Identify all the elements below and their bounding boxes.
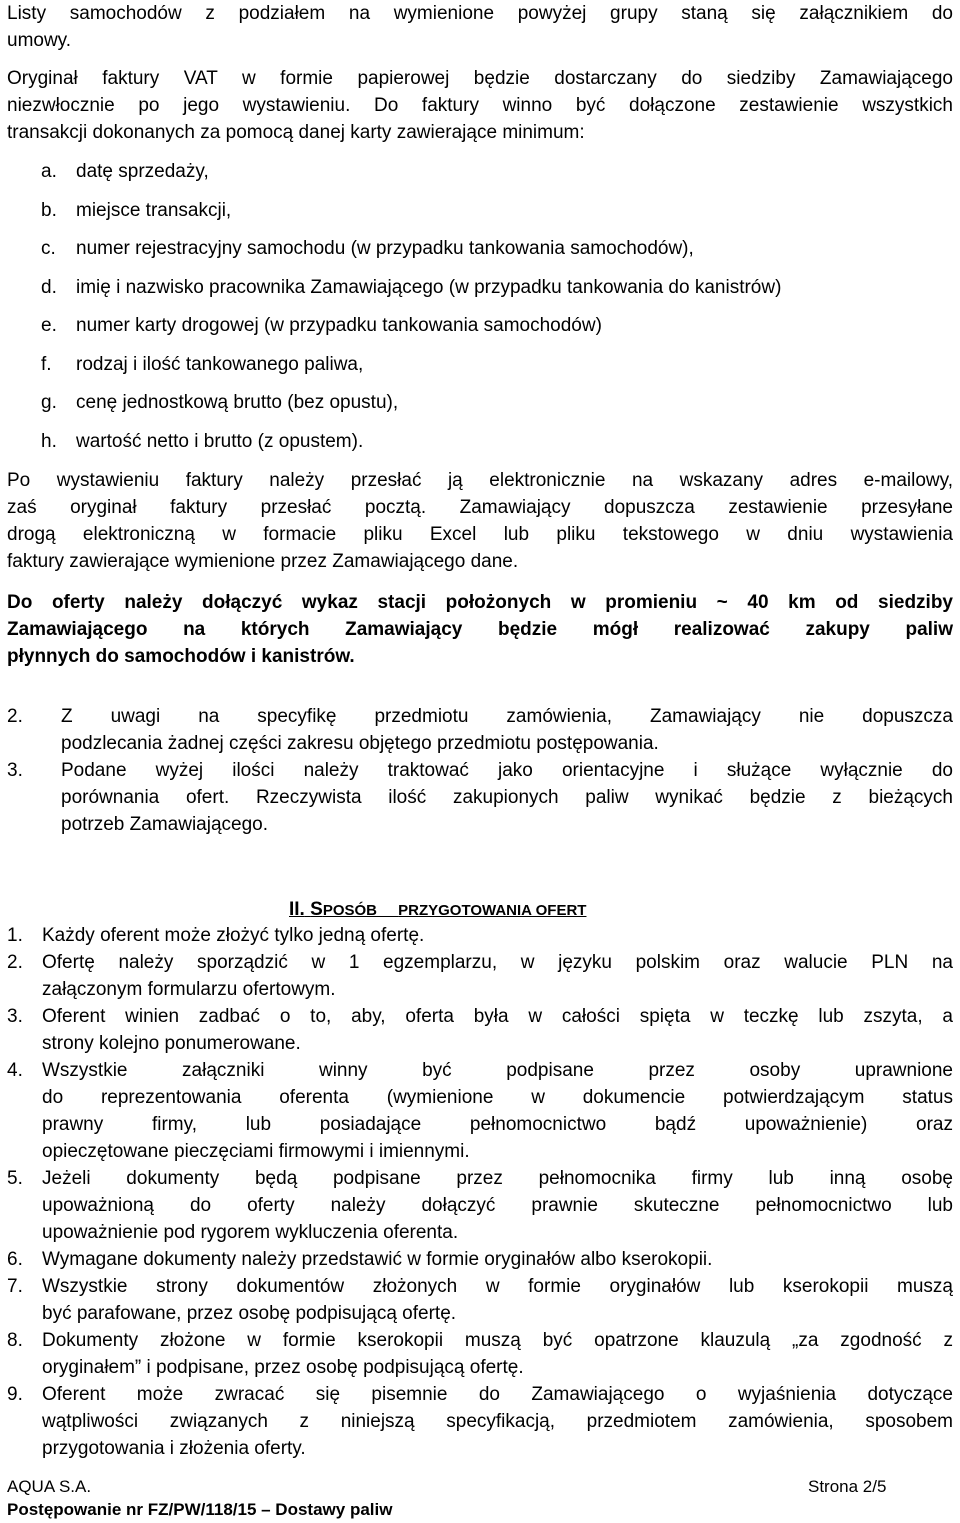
list-item-line: Podane wyżej ilości należy traktować jako orientacyjne i służące wyłącznie do — [61, 760, 953, 781]
list-number: 2. — [7, 952, 23, 973]
list-marker: h. — [41, 431, 57, 452]
stations-paragraph-line-2: Zamawiającego na których Zamawiający będzie mógł realizować zakupy paliw — [7, 619, 953, 640]
list-item-line: Oferent może zwracać się pisemnie do Zamawiającego o wyjaśnienia dotyczące — [42, 1384, 953, 1405]
list-item-text: rodzaj i ilość tankowanego paliwa, — [76, 354, 364, 375]
list-item-line: Z uwagi na specyfikę przedmiotu zamówienia, Zamawiający nie dopuszcza — [61, 706, 953, 727]
list-number: 8. — [7, 1330, 23, 1351]
footer-procedure: Postępowanie nr FZ/PW/118/15 – Dostawy paliw — [7, 1500, 393, 1519]
intro-line-4: niezwłocznie po jego wystawieniu. Do faktury winno być dołączone zestawienie wszystkich — [7, 95, 953, 116]
section-heading — [289, 896, 586, 925]
list-item-text: numer rejestracyjny samochodu (w przypadku tankowania samochodów), — [76, 238, 694, 259]
list-item-line: upoważnienie pod rygorem wykluczenia oferenta. — [42, 1222, 459, 1243]
invoice-paragraph-line-3: drogą elektroniczną w formacie pliku Excel lub pliku tekstowego w dniu wystawienia — [7, 524, 953, 545]
footer-company: AQUA S.A. — [7, 1477, 92, 1496]
list-item-line: Dokumenty złożone w formie kserokopii muszą być opatrzone klauzulą „za zgodność z — [42, 1330, 953, 1351]
list-marker: g. — [41, 392, 57, 413]
section-title-word: POSÓB — [322, 902, 377, 919]
section-number: II. — [289, 899, 305, 920]
list-item-line: do reprezentowania oferenta (wymienione w dokumencie potwierdzającym status — [42, 1087, 953, 1108]
list-number: 7. — [7, 1276, 23, 1297]
list-number: 3. — [7, 1006, 23, 1027]
list-item-line: Każdy oferent może złożyć tylko jedną ofertę. — [42, 925, 425, 946]
list-item-line: podzlecania żadnej części zakresu objętego przedmiotu postępowania. — [61, 733, 659, 754]
intro-line-5: transakcji dokonanych za pomocą danej karty zawierające minimum: — [7, 122, 585, 143]
list-item-text: datę sprzedaży, — [76, 161, 209, 182]
list-item-text: cenę jednostkową brutto (bez opustu), — [76, 392, 399, 413]
intro-line-2: umowy. — [7, 30, 72, 51]
list-item-line: Oferent winien zadbać o to, aby, oferta była w całości spięta w teczkę lub zszyta, a — [42, 1006, 953, 1027]
list-marker: c. — [41, 238, 56, 259]
list-number: 2. — [7, 706, 23, 727]
list-marker: b. — [41, 200, 57, 221]
list-number: 3. — [7, 760, 23, 781]
list-number: 9. — [7, 1384, 23, 1405]
list-number: 6. — [7, 1249, 23, 1270]
list-item-line: Ofertę należy sporządzić w 1 egzemplarzu, w języku polskim oraz walucie PLN na — [42, 952, 953, 973]
list-item-line: opieczętowane pieczęciami firmowymi i imiennymi. — [42, 1141, 470, 1162]
intro-line-3: Oryginał faktury VAT w formie papierowej będzie dostarczany do siedziby Zamawiającego — [7, 68, 953, 89]
list-item-line: upoważnioną do oferty należy dołączyć prawnie skuteczne pełnomocnictwo lub — [42, 1195, 953, 1216]
list-number: 5. — [7, 1168, 23, 1189]
list-number: 1. — [7, 925, 23, 946]
invoice-paragraph-line-1: Po wystawieniu faktury należy przesłać ją elektronicznie na wskazany adres e-mailowy, — [7, 470, 953, 491]
list-item-line: Wszystkie strony dokumentów złożonych w formie oryginałów lub kserokopii muszą — [42, 1276, 953, 1297]
list-item-text: wartość netto i brutto (z opustem). — [76, 431, 364, 452]
list-item-text: numer karty drogowej (w przypadku tankowania samochodów) — [76, 315, 602, 336]
list-marker: f. — [41, 354, 52, 375]
intro-line-1: Listy samochodów z podziałem na wymienione powyżej grupy staną się załącznikiem do — [7, 3, 953, 24]
list-item-line: przygotowania i złożenia oferty. — [42, 1438, 306, 1459]
section-title-initial: S — [310, 899, 323, 920]
list-item-text: miejsce transakcji, — [76, 200, 232, 221]
section-title-rest: PRZYGOTOWANIA OFERT — [398, 902, 587, 919]
list-item-line: oryginałem” i podpisane, przez osobę podpisującą ofertę. — [42, 1357, 524, 1378]
list-item-text: imię i nazwisko pracownika Zamawiającego (w przypadku tankowania do kanistrów) — [76, 277, 782, 298]
stations-paragraph-line-3: płynnych do samochodów i kanistrów. — [7, 646, 355, 667]
invoice-paragraph-line-2: zaś oryginał faktury przesłać pocztą. Zamawiający dopuszcza zestawienie przesyłane — [7, 497, 953, 518]
list-item-line: Wszystkie załączniki winny być podpisane przez osoby uprawnione — [42, 1060, 953, 1081]
list-item-line: strony kolejno ponumerowane. — [42, 1033, 301, 1054]
list-marker: d. — [41, 277, 57, 298]
list-item-line: załączonym formularzu ofertowym. — [42, 979, 336, 1000]
list-item-line: Wymagane dokumenty należy przedstawić w formie oryginałów albo kserokopii. — [42, 1249, 713, 1270]
list-item-line: porównania ofert. Rzeczywista ilość zakupionych paliw wynikać będzie z bieżących — [61, 787, 953, 808]
list-marker: e. — [41, 315, 57, 336]
list-number: 4. — [7, 1060, 23, 1081]
stations-paragraph-line-1: Do oferty należy dołączyć wykaz stacji położonych w promieniu ~ 40 km od siedziby — [7, 592, 953, 613]
list-item-line: Jeżeli dokumenty będą podpisane przez pełnomocnika firmy lub inną osobę — [42, 1168, 953, 1189]
list-item-line: wątpliwości związanych z niniejszą specyfikacją, przedmiotem zamówienia, sposobem — [42, 1411, 953, 1432]
list-marker: a. — [41, 161, 57, 182]
footer-page-number: Strona 2/5 — [808, 1477, 887, 1496]
list-item-line: prawny firmy, lub posiadające pełnomocnictwo bądź upoważnienie) oraz — [42, 1114, 953, 1135]
list-item-line: być parafowane, przez osobę podpisującą ofertę. — [42, 1303, 457, 1324]
list-item-line: potrzeb Zamawiającego. — [61, 814, 268, 835]
invoice-paragraph-line-4: faktury zawierające wymienione przez Zamawiającego dane. — [7, 551, 519, 572]
